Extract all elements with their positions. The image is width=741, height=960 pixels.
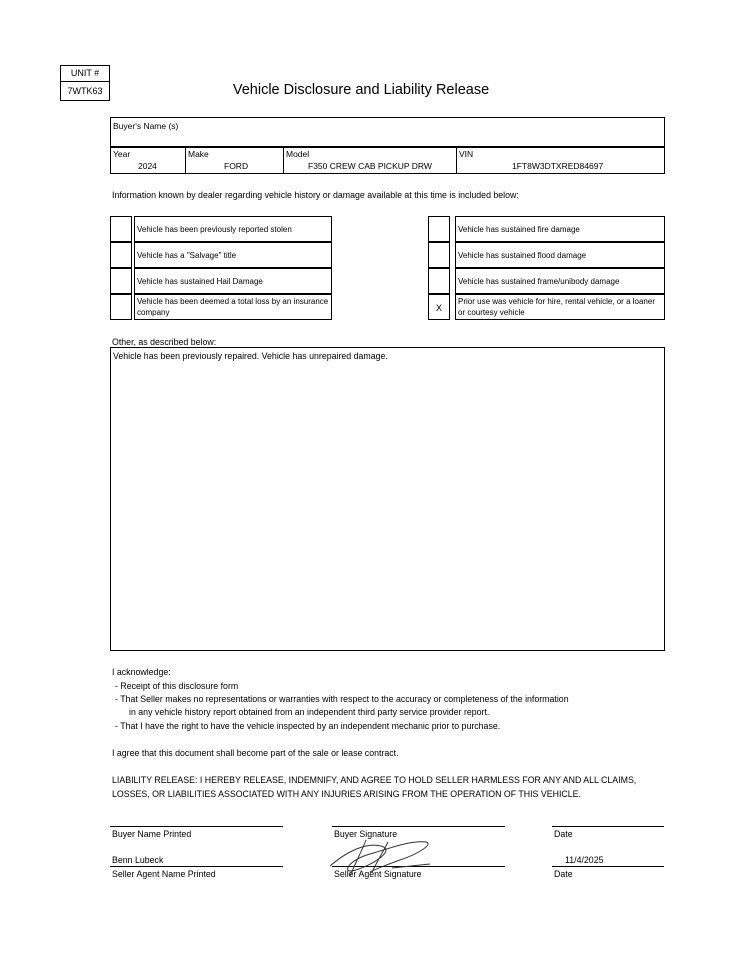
unit-value: 7WTK63 (67, 86, 103, 96)
checkbox-fire[interactable] (428, 216, 450, 242)
vehicle-info-row (110, 147, 665, 174)
item-salvage: Vehicle has a "Salvage" title (134, 242, 332, 268)
acknowledge-item: - Receipt of this disclosure form (115, 681, 239, 691)
acknowledge-item: in any vehicle history report obtained from an independent third party service provider report. (129, 707, 490, 717)
document-title: Vehicle Disclosure and Liability Release (232, 82, 490, 98)
checkbox-total-loss[interactable] (110, 294, 132, 320)
seller-agent-signature-label: Seller Agent Signature (334, 869, 422, 879)
seller-agent-name-value: Benn Lubeck (112, 855, 164, 865)
date-line-1 (552, 826, 664, 827)
make-label: Make (188, 149, 209, 159)
item-prior-use: Prior use was vehicle for hire, rental vehicle, or a loaner or courtesy vehicle (455, 294, 665, 320)
item-total-loss: Vehicle has been deemed a total loss by an insurance company (134, 294, 332, 320)
date-value: 11/4/2025 (565, 855, 604, 865)
checkbox-flood[interactable] (428, 242, 450, 268)
seller-agent-name-printed-label: Seller Agent Name Printed (112, 869, 216, 879)
buyer-name-label: Buyer's Name (s) (113, 121, 179, 131)
vin-label: VIN (459, 149, 474, 159)
date-label-2: Date (554, 869, 573, 879)
agreement-text: I agree that this document shall become part of the sale or lease contract. (112, 748, 399, 758)
buyer-name-field[interactable] (110, 117, 665, 147)
liability-release-line-2: LOSSES, OR LIABILITIES ASSOCIATED WITH ANY INJURIES ARISING FROM THE OPERATION OF THIS VEHICLE. (112, 789, 581, 799)
date-line-2 (552, 866, 664, 867)
unit-label: UNIT # (61, 66, 109, 82)
checkbox-stolen[interactable] (110, 216, 132, 242)
model-cell (284, 148, 457, 173)
acknowledge-heading: I acknowledge: (112, 667, 171, 677)
year-label: Year (113, 149, 131, 159)
item-hail: Vehicle has sustained Hail Damage (134, 268, 332, 294)
checkbox-prior-use[interactable]: X (428, 294, 450, 320)
other-description-text: Vehicle has been previously repaired. Vehicle has unrepaired damage. (113, 351, 388, 361)
item-stolen: Vehicle has been previously reported stolen (134, 216, 332, 242)
checkbox-salvage[interactable] (110, 242, 132, 268)
year-cell (111, 148, 186, 173)
liability-release-line-1: LIABILITY RELEASE: I HEREBY RELEASE, INDEMNIFY, AND AGREE TO HOLD SELLER HARMLESS FOR ANY AND ALL CLAIMS, (112, 775, 637, 785)
info-statement: Information known by dealer regarding vehicle history or damage available at this time is included below: (112, 190, 519, 200)
model-label: Model (286, 149, 310, 159)
item-flood: Vehicle has sustained flood damage (455, 242, 665, 268)
checkbox-frame[interactable] (428, 268, 450, 294)
vin-cell (457, 148, 664, 173)
other-label: Other, as described below: (112, 337, 217, 347)
checkbox-hail[interactable] (110, 268, 132, 294)
model-value: F350 CREW CAB PICKUP DRW (308, 161, 432, 171)
other-description-field[interactable] (110, 347, 665, 651)
item-frame: Vehicle has sustained frame/unibody damage (455, 268, 665, 294)
year-value: 2024 (138, 161, 157, 171)
seller-name-line (110, 866, 283, 867)
make-cell (186, 148, 284, 173)
vin-value: 1FT8W3DTXRED84697 (512, 161, 604, 171)
buyer-signature-line (332, 826, 505, 827)
make-value: FORD (224, 161, 249, 171)
seller-signature-drawing (326, 832, 438, 880)
date-label-1: Date (554, 829, 573, 839)
item-fire: Vehicle has sustained fire damage (455, 216, 665, 242)
acknowledge-item: - That Seller makes no representations or warranties with respect to the accuracy or completeness of the information (115, 694, 569, 704)
buyer-name-printed-label: Buyer Name Printed (112, 829, 192, 839)
acknowledge-item: - That I have the right to have the vehicle inspected by an independent mechanic prior to purchase. (115, 721, 501, 731)
buyer-signature-label: Buyer Signature (334, 829, 398, 839)
buyer-name-line (110, 826, 283, 827)
